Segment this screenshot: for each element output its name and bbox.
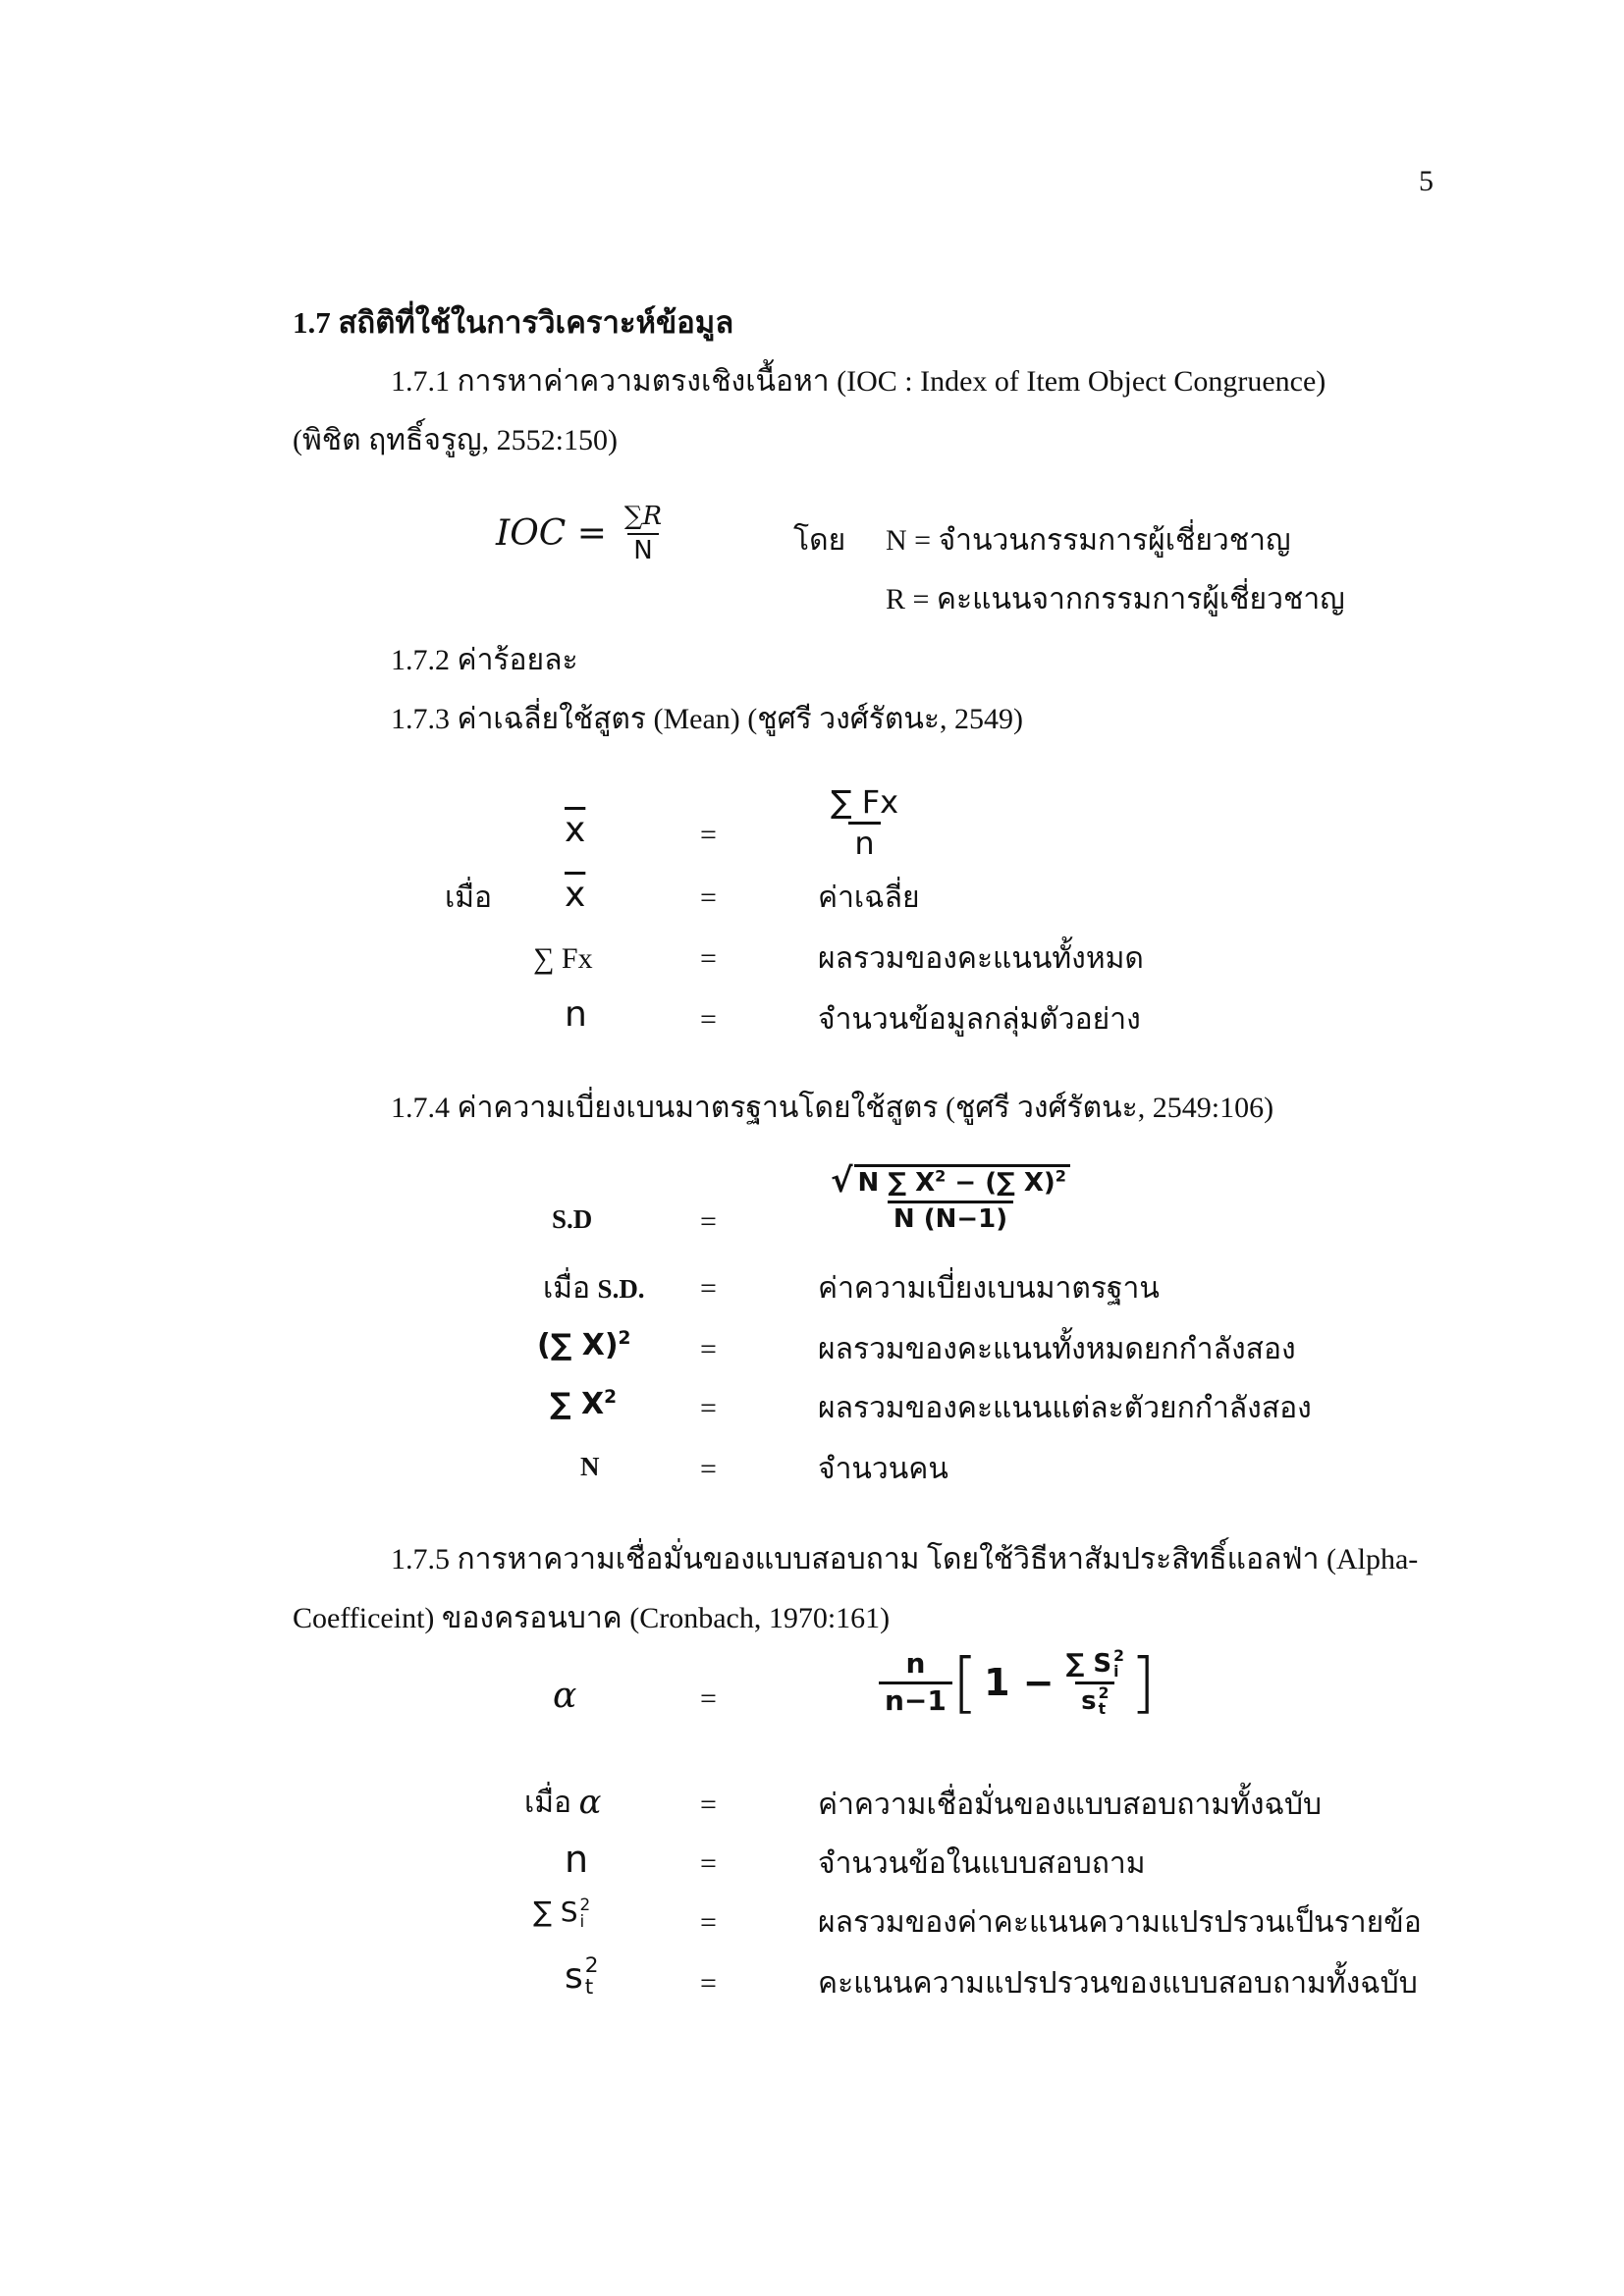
mean-numerator: ∑ Fx [831,783,899,821]
ioc-numerator: ∑R [623,502,663,531]
alpha-inner-num-sub: i [1113,1662,1119,1681]
alpha-row-eq-0: = [700,1789,717,1821]
mean-row-desc-0: ค่าเฉลี่ย [818,881,920,914]
mean-heading: 1.7.3 ค่าเฉลี่ยใช้สูตร (Mean) (ชูศรี วงศ์รัตนะ, 2549) [391,703,1024,735]
sd-where [543,1272,645,1305]
ioc-def-n: N = จำนวนกรรมการผู้เชี่ยวชาญ [886,524,1291,557]
alpha-inner-num-exp: 2 [1113,1647,1124,1665]
sd-heading: 1.7.4 ค่าความเบี่ยงเบนมาตรฐานโดยใช้สูตร (ชูศรี วงศ์รัตนะ, 2549:106) [391,1092,1274,1124]
mean-row-desc-1: ผลรวมของคะแนนทั้งหมด [818,942,1144,975]
alpha-row-sym-0: α [578,1783,602,1822]
right-bracket: ] [1129,1644,1157,1722]
alpha-formula [879,1644,1157,1722]
alpha-row-sym-2-exp: 2 [579,1895,591,1914]
sd-row-eq-1: = [700,1333,717,1365]
mean-lhs: $\overline{x}$ [565,810,586,850]
mean-eq: = [700,819,717,851]
sd-fraction [825,1161,1076,1234]
ioc-def-r: R = คะแนนจากกรรมการผู้เชี่ยวชาญ [886,583,1345,615]
mean-row-sym-2: n [565,994,587,1035]
sd-row-desc-2: ผลรวมของคะแนนแต่ละตัวยกกำลังสอง [818,1392,1312,1424]
sd-numerator-b-exp: 2 [1055,1166,1066,1186]
sd-sqrt: √ N ∑ $X^2$ − (∑ X)$^2$ [831,1164,1070,1198]
ioc-heading: 1.7.1 การหาค่าความตรงเชิงเนื้อหา (IOC : Index of Item Object Congruence) [391,365,1326,398]
mean-row-eq-2: = [700,1003,717,1036]
alpha-row-sym-2-sub: i [579,1910,585,1931]
alpha-row-eq-3: = [700,1967,717,2000]
sd-row-sym-3: N [580,1452,600,1481]
sd-eq: = [700,1205,717,1238]
alpha-row-eq-1: = [700,1847,717,1880]
mean-row-desc-2: จำนวนข้อมูลกลุ่มตัวอย่าง [818,1003,1141,1036]
alpha-fraction [879,1649,952,1717]
alpha-where-word: เมื่อ [524,1787,572,1820]
sd-row-desc-1: ผลรวมของคะแนนทั้งหมดยกกำลังสอง [818,1333,1296,1365]
alpha-row-desc-1: จำนวนข้อในแบบสอบถาม [818,1847,1146,1880]
sd-row-sym-2: ∑ X [550,1387,605,1421]
alpha-row-sym-1: n [565,1838,589,1881]
sd-row-eq-2: = [700,1392,717,1424]
alpha-inner-den: s [1081,1686,1097,1717]
alpha-eq: = [700,1682,717,1715]
sd-row-sym-1-wrap [537,1329,630,1362]
sd-row-desc-0: ค่าความเบี่ยงเบนมาตรฐาน [818,1272,1160,1305]
alpha-inner-fraction [1060,1649,1130,1717]
sd-denominator: N (N−1) [888,1201,1013,1234]
percent-heading: 1.7.2 ค่าร้อยละ [391,644,578,676]
sd-row-sym-2-wrap [550,1388,617,1420]
sd-where-word: เมื่อ [543,1272,591,1305]
alpha-row-sym-3-sub: t [584,1974,594,2000]
alpha-row-sym-2: ∑ S [533,1896,578,1929]
ioc-lhs: IOC = [496,512,607,554]
mean-row-eq-1: = [700,942,717,975]
alpha-heading: 1.7.5 การหาความเชื่อมั่นของแบบสอบถาม โดยใช้วิธีหาสัมประสิทธิ์แอลฟ่า (Alpha- [391,1543,1419,1575]
alpha-citation: Coefficeint) ของครอนบาค (Cronbach, 1970:161) [293,1602,891,1634]
ioc-citation: (พิชิต ฤทธิ์จรูญ, 2552:150) [293,424,618,456]
alpha-row-sym-2-wrap [533,1896,590,1930]
alpha-inner-den-sub: t [1098,1699,1107,1718]
page-number: 5 [1419,165,1434,197]
alpha-row-desc-3: คะแนนความแปรปรวนของแบบสอบถามทั้งฉบับ [818,1967,1418,2000]
alpha-row-eq-2: = [700,1906,717,1939]
alpha-frac-num: n [905,1647,926,1681]
sd-row-desc-3: จำนวนคน [818,1453,948,1485]
sd-numerator-b: − (∑ X) [954,1168,1056,1198]
mean-denominator: n [848,822,880,861]
sd-numerator-a-exp: 2 [935,1166,947,1186]
sd-row-sym-2-exp: 2 [604,1387,618,1408]
alpha-row-sym-3-exp: 2 [584,1953,599,1978]
alpha-row-desc-2: ผลรวมของค่าคะแนนความแปรปรวนเป็นรายข้อ [818,1906,1422,1939]
sd-lhs: S.D [552,1204,593,1234]
ioc-by: โดย [793,524,846,557]
alpha-row-desc-0: ค่าความเชื่อมั่นของแบบสอบถามทั้งฉบับ [818,1789,1323,1821]
alpha-lhs: α [553,1676,577,1716]
alpha-where [524,1785,602,1821]
sd-numerator-a: N ∑ X [857,1168,936,1198]
mean-row-eq-0: = [700,881,717,914]
alpha-inner-den-exp: 2 [1098,1684,1110,1703]
mean-row-sym-0: $\overline{x}$ [565,875,586,915]
sd-row-sym-0: S.D. [597,1274,645,1304]
ioc-denominator: N [627,533,658,565]
mean-fraction [825,785,904,861]
mean-where: เมื่อ [445,881,493,914]
alpha-frac-den: n−1 [879,1682,952,1717]
alpha-one-minus: 1 − [984,1660,1055,1704]
left-bracket: [ [951,1644,979,1722]
alpha-row-sym-3: s [565,1955,583,1997]
section-heading: 1.7 สถิติที่ใช้ในการวิเคราะห์ข้อมูล [293,305,734,340]
ioc-fraction [619,503,668,564]
alpha-row-sym-3-wrap [565,1955,599,1998]
sd-row-eq-0: = [700,1272,717,1305]
sd-row-eq-3: = [700,1453,717,1485]
sd-row-sym-1-exp: 2 [618,1328,631,1349]
sd-row-sym-1: (∑ X) [537,1328,619,1362]
ioc-formula [496,503,668,564]
alpha-inner-num: ∑ S [1065,1649,1112,1680]
mean-row-sym-1: ∑ Fx [533,942,593,975]
